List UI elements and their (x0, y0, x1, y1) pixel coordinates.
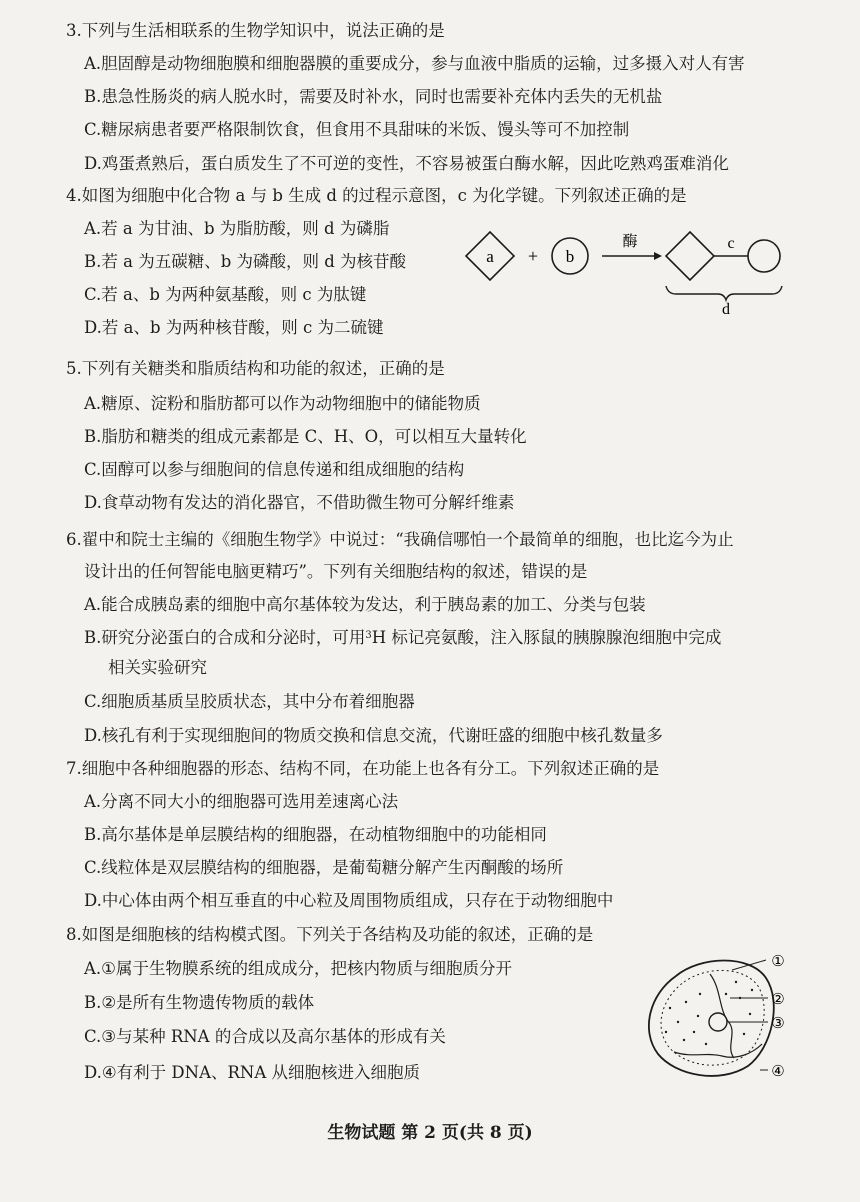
label-3: ③ (771, 1014, 785, 1032)
chromatin (710, 974, 734, 1058)
question-7-option-d: D.中心体由两个相互垂直的中心粒及周围物质组成，只存在于动物细胞中 (84, 891, 614, 910)
isotope-superscript: 3 (365, 630, 372, 641)
question-5-option-a: A.糖原、淀粉和脂肪都可以作为动物细胞中的储能物质 (84, 394, 481, 413)
product-circle (748, 240, 780, 272)
reaction-arrowhead (654, 252, 662, 260)
question-6-stem-line-1: 6.翟中和院士主编的《细胞生物学》中说过：“我确信哪怕一个最简单的细胞，也比迄今为止 (66, 530, 734, 549)
bond-c-label: c (727, 235, 735, 252)
compound-a-label: a (486, 247, 494, 266)
question-5-option-b: B.脂肪和糖类的组成元素都是 C、H、O，可以相互大量转化 (84, 427, 527, 446)
page-footer: 生物试题 第 2 页(共 8 页) (327, 1123, 533, 1143)
question-7-option-b: B.高尔基体是单层膜结构的细胞器，在动植物细胞中的功能相同 (84, 825, 547, 844)
question-3-option-a: A.胆固醇是动物细胞膜和细胞器膜的重要成分，参与血液中脂质的运输，过多摄入对人有害 (84, 54, 745, 73)
question-4-option-b: B.若 a 为五碳糖、b 为磷酸，则 d 为核苷酸 (84, 252, 407, 271)
question-4-option-c: C.若 a、b 为两种氨基酸，则 c 为肽键 (84, 285, 367, 304)
cell-nucleus-diagram (640, 948, 800, 1083)
inner-membrane (661, 970, 764, 1065)
question-4-option-a: A.若 a 为甘油、b 为脂肪酸，则 d 为磷脂 (84, 219, 390, 238)
question-4-stem: 4.如图为细胞中化合物 a 与 b 生成 d 的过程示意图，c 为化学键。下列叙述正确的是 (66, 186, 687, 205)
compound-b-label: b (565, 247, 575, 266)
nuclear-envelope (649, 961, 774, 1076)
question-3-option-d: D.鸡蛋煮熟后，蛋白质发生了不可逆的变性，不容易被蛋白酶水解，因此吃熟鸡蛋难消化 (84, 154, 729, 173)
label-4: ④ (771, 1062, 785, 1080)
question-3-stem: 3.下列与生活相联系的生物学知识中，说法正确的是 (66, 21, 445, 40)
question-8-option-d: D.④有利于 DNA、RNA 从细胞核进入细胞质 (84, 1063, 421, 1082)
nuclear-pore-region (674, 1044, 762, 1057)
product-d-label: d (722, 301, 730, 318)
label-1: ① (771, 952, 785, 970)
question-3-option-c: C.糖尿病患者要严格限制饮食，但食用不具甜味的米饭、馒头等可不加控制 (84, 120, 630, 139)
question-6-option-c: C.细胞质基质呈胶质状态，其中分布着细胞器 (84, 692, 415, 711)
stippling-dots (665, 981, 753, 1045)
question-3-option-b: B.患急性肠炎的病人脱水时，需要及时补水，同时也需要补充体内丢失的无机盐 (84, 87, 663, 106)
question-5-option-d: D.食草动物有发达的消化器官，不借助微生物可分解纤维素 (84, 493, 515, 512)
question-8-option-c: C.③与某种 RNA 的合成以及高尔基体的形成有关 (84, 1027, 446, 1046)
question-6-stem-line-2: 设计出的任何智能电脑更精巧”。下列有关细胞结构的叙述，错误的是 (84, 562, 588, 581)
plus-sign: + (527, 246, 539, 266)
question-8-stem: 8.如图是细胞核的结构模式图。下列关于各结构及功能的叙述，正确的是 (66, 925, 594, 944)
question-7-option-c: C.线粒体是双层膜结构的细胞器，是葡萄糖分解产生丙酮酸的场所 (84, 858, 564, 877)
question-6-option-b (84, 627, 721, 649)
question-7-stem: 7.细胞中各种细胞器的形态、结构不同，在功能上也各有分工。下列叙述正确的是 (66, 759, 660, 778)
question-7-option-a: A.分离不同大小的细胞器可选用差速离心法 (84, 792, 399, 811)
product-d-brace (666, 286, 782, 300)
product-diamond (666, 232, 714, 280)
option-b-text-part-2: H 标记亮氨酸，注入豚鼠的胰腺腺泡细胞中完成 (371, 628, 722, 647)
option-b-text-part-1: B.研究分泌蛋白的合成和分泌时，可用 (84, 628, 366, 647)
question-8-option-a: A.①属于生物膜系统的组成成分，把核内物质与细胞质分开 (84, 959, 512, 978)
question-5-option-c: C.固醇可以参与细胞间的信息传递和组成细胞的结构 (84, 460, 465, 479)
compound-reaction-diagram (462, 228, 792, 318)
nucleolus (709, 1013, 727, 1031)
question-6-option-a: A.能合成胰岛素的细胞中高尔基体较为发达，利于胰岛素的加工、分类与包装 (84, 595, 646, 614)
question-4-option-d: D.若 a、b 为两种核苷酸，则 c 为二硫键 (84, 318, 384, 337)
question-6-option-d: D.核孔有利于实现细胞间的物质交换和信息交流，代谢旺盛的细胞中核孔数量多 (84, 726, 663, 745)
question-6-option-b-continued: 相关实验研究 (108, 658, 207, 677)
enzyme-label: 酶 (622, 232, 638, 250)
question-8-option-b: B.②是所有生物遗传物质的载体 (84, 993, 315, 1012)
question-5-stem: 5.下列有关糖类和脂质结构和功能的叙述，正确的是 (66, 359, 445, 378)
label-2: ② (771, 990, 785, 1008)
